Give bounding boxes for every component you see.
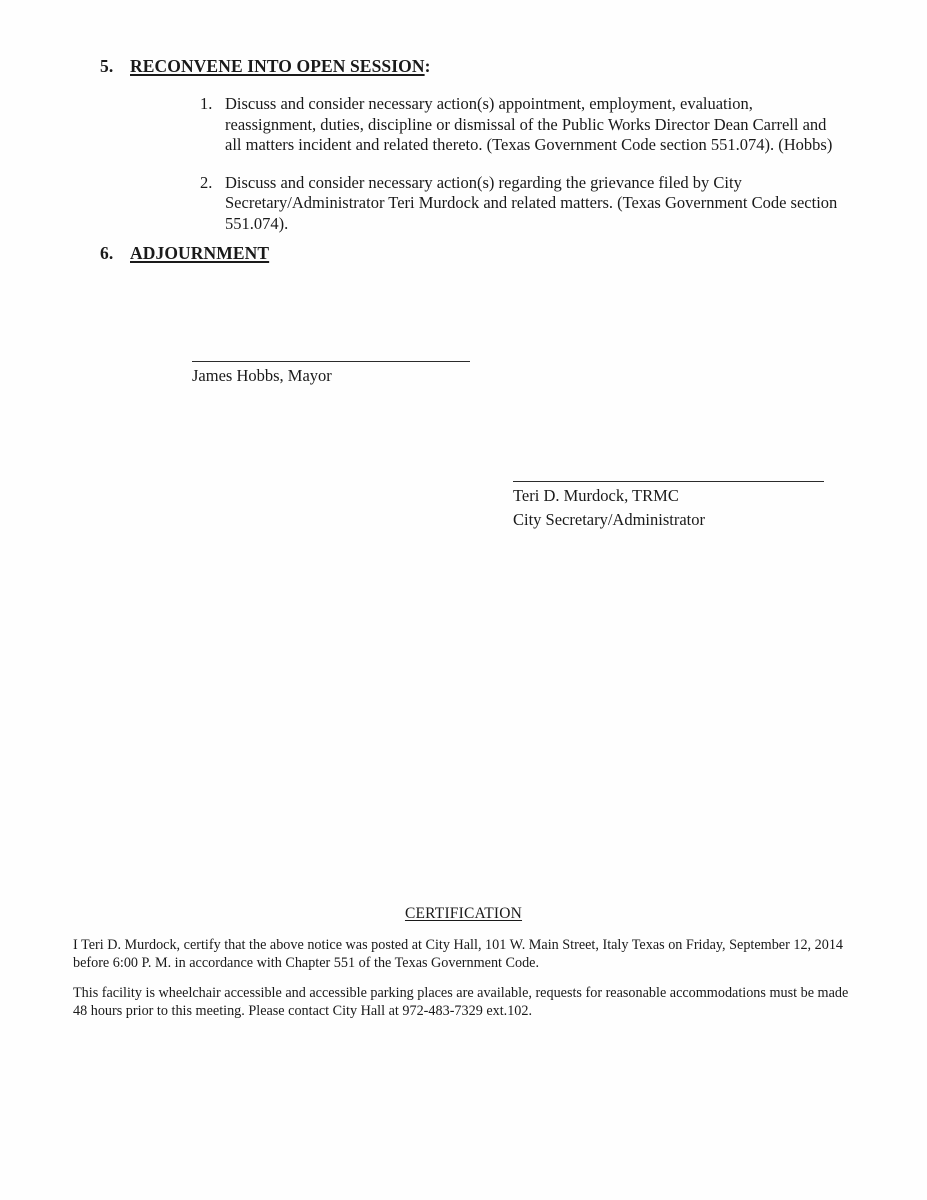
certification-heading-text: CERTIFICATION (404, 905, 523, 922)
section-number: 5. (100, 56, 114, 76)
sub-item-number: 2. (200, 172, 213, 192)
signature-name: James Hobbs, Mayor (192, 366, 332, 385)
section-title: ADJOURNMENT (130, 243, 270, 263)
certification-paragraph: I Teri D. Murdock, certify that the above notice was posted at City Hall, 101 W. Main Street, Italy Texas on Friday, September 12, 2014 before 6:00 P. M. in accordance with Chapter 551 of the Texas Government Code. (73, 937, 844, 972)
section-heading-reconvene (100, 56, 431, 77)
signature-line (513, 481, 824, 482)
agenda-sub-item (200, 173, 840, 235)
section-title: RECONVENE INTO OPEN SESSION (130, 56, 425, 76)
section-title-suffix: : (424, 56, 431, 76)
signature-block-secretary (513, 481, 824, 530)
signature-title: City Secretary/Administrator (513, 510, 705, 529)
certification-heading (0, 905, 927, 923)
sub-item-text: Discuss and consider necessary action(s) regarding the grievance filed by City Secretary/Administrator Teri Murdock and related matters. (Texas Government Code section 551.074). (225, 172, 838, 233)
signature-block-mayor (192, 361, 470, 386)
agenda-sub-item (200, 94, 840, 156)
agenda-sub-item-list (200, 94, 840, 251)
signature-name: Teri D. Murdock, TRMC (513, 486, 679, 505)
sub-item-text: Discuss and consider necessary action(s) appointment, employment, evaluation, reassignment, duties, discipline or dismissal of the Public Works Director Dean Carrell and all matters incident and related thereto. (Texas Government Code section 551.074). (Hobbs) (225, 94, 833, 154)
accessibility-paragraph: This facility is wheelchair accessible and accessible parking places are available, requests for reasonable accommodations must be made 48 hours prior to this meeting. Please contact City Hall at 972-483-7329 ext.102. (73, 985, 849, 1020)
sub-item-number: 1. (200, 94, 213, 113)
section-number: 6. (100, 243, 114, 263)
section-heading-adjournment (100, 243, 269, 264)
signature-line (192, 361, 470, 362)
